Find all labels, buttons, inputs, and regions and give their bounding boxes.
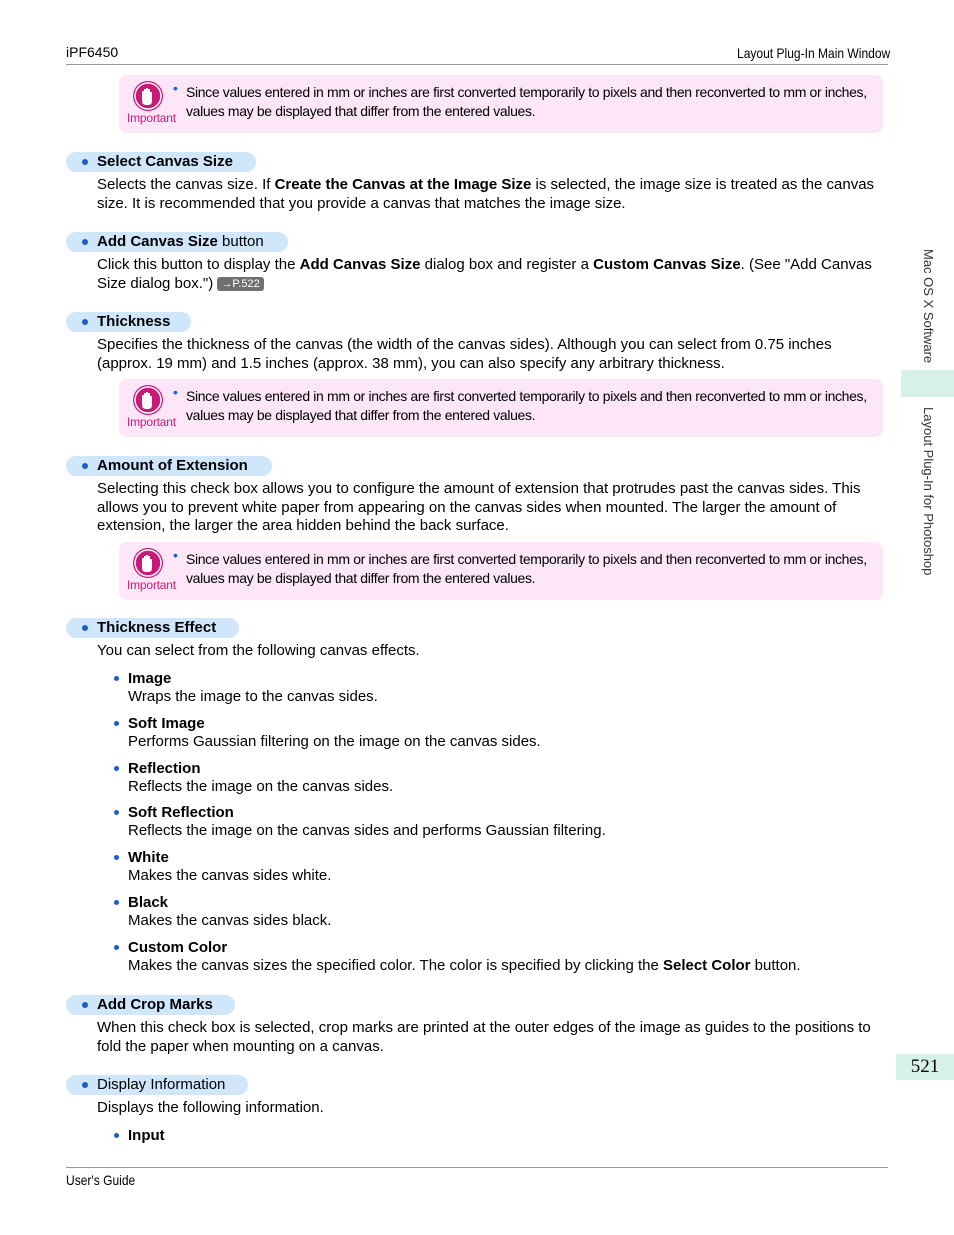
section-select-canvas-size [66,152,256,172]
important-hand-icon [133,385,163,415]
bullet-icon [114,766,119,771]
effect-description: Reflects the image on the canvas sides and performs Gaussian filtering. [128,822,606,839]
header-chapter: Layout Plug-In Main Window [737,45,891,61]
important-text: Since values entered in mm or inches are first converted temporarily to pixels and then reconverted to mm or inches, values may be displayed that differ from the entered values. [186,84,867,119]
effect-description: Wraps the image to the canvas sides. [128,688,378,705]
info-name: Input [128,1127,165,1144]
bullet-icon [82,159,88,165]
section-title: Thickness Effect [97,619,217,636]
bullet-icon [82,239,88,245]
side-tab-marker [901,370,954,397]
option-name: Create the Canvas at the Image Size [274,176,532,193]
effect-name: Soft Reflection [128,804,234,821]
add-canvas-size-text: Click this button to display the Add Canvas Size dialog box and register a Custom Canvas Size. (See "Add Canvas Size dialog box.") →P.522 [97,256,872,292]
add-crop-marks-text: When this check box is selected, crop marks are printed at the outer edges of the image as guides to the positions to fold the paper when mounting on a canvas. [97,1019,871,1055]
important-label: Important [127,578,176,592]
display-information-intro: Displays the following information. [97,1099,324,1116]
important-label: Important [127,111,176,125]
effect-name: Custom Color [128,939,228,956]
section-add-crop-marks [66,995,235,1015]
select-canvas-size-text: Selects the canvas size. If Create the Canvas at the Image Size is selected, the image size is treated as the canvas size. It is recommended that you provide a canvas that matches the image size. [97,176,875,212]
effect-description: Reflects the image on the canvas sides. [128,778,394,795]
side-tab-mac-os-x-software[interactable]: Mac OS X Software [921,249,936,364]
section-thickness-effect [66,618,239,638]
bullet-icon [114,900,119,905]
effect-name: White [128,849,169,866]
section-title: Thickness [97,313,171,330]
section-title: Amount of Extension [97,457,248,474]
bullet-icon [82,1082,88,1088]
effect-name: Image [128,670,172,687]
effect-description: Makes the canvas sides black. [128,912,332,929]
important-note [119,75,883,133]
important-text: Since values entered in mm or inches are first converted temporarily to pixels and then reconverted to mm or inches, values may be displayed that differ from the entered values. [186,388,867,423]
bullet-icon [114,945,119,950]
page-number: 521 [896,1054,954,1080]
header-rule [66,64,888,65]
effect-name: Black [128,894,169,911]
bullet-icon [82,625,88,631]
effect-name: Soft Image [128,715,205,732]
bullet-icon [82,319,88,325]
thickness-effect-intro: You can select from the following canvas effects. [97,642,420,659]
bullet-icon [114,721,119,726]
section-amount-of-extension [66,456,272,476]
effect-description: Performs Gaussian filtering on the image on the canvas sides. [128,733,541,750]
section-thickness [66,312,191,332]
section-title: Select Canvas Size [97,153,233,170]
important-hand-icon [133,81,163,111]
important-label: Important [127,415,176,429]
section-title: Add Canvas Size [97,233,218,250]
section-title: Display Information [97,1076,226,1093]
bullet-icon [82,1002,88,1008]
important-text: Since values entered in mm or inches are first converted temporarily to pixels and then reconverted to mm or inches, values may be displayed that differ from the entered values. [186,551,867,586]
important-note [119,379,883,437]
bullet-icon [114,1133,119,1138]
bullet-icon [82,463,88,469]
bullet-icon: • [173,384,178,400]
effect-description: Makes the canvas sides white. [128,867,332,884]
footer-rule [66,1167,888,1168]
thickness-text: Specifies the thickness of the canvas (the width of the canvas sides). Although you can select from 0.75 inches (approx. 19 mm) and 1.5 inches (approx. 38 mm), you can also specify any arbitrary thickness. [97,336,832,372]
amount-of-extension-text: Selecting this check box allows you to configure the amount of extension that protrudes past the canvas sides. This allows you to prevent white paper from appearing on the canvas sides when mounted. The larger the amount of extension, the larger the area hidden behind the back surface. [97,480,861,534]
bullet-icon [114,810,119,815]
header-product: iPF6450 [66,44,119,60]
important-note [119,542,883,600]
footer-guide-name: User's Guide [66,1172,136,1188]
important-hand-icon [133,548,163,578]
page-reference-link[interactable]: →P.522 [217,277,263,291]
effect-description: Makes the canvas sizes the specified color. The color is specified by clicking the Select Color button. [128,957,801,974]
bullet-icon [114,855,119,860]
effect-name: Reflection [128,760,201,777]
bullet-icon: • [173,547,178,563]
bullet-icon: • [173,80,178,96]
section-add-canvas-size: Add Canvas Size button [66,232,288,252]
bullet-icon [114,676,119,681]
section-title: Add Crop Marks [97,996,213,1013]
side-tab-layout-plugin-photoshop[interactable]: Layout Plug-In for Photoshop [921,407,936,576]
section-display-information [66,1075,248,1095]
